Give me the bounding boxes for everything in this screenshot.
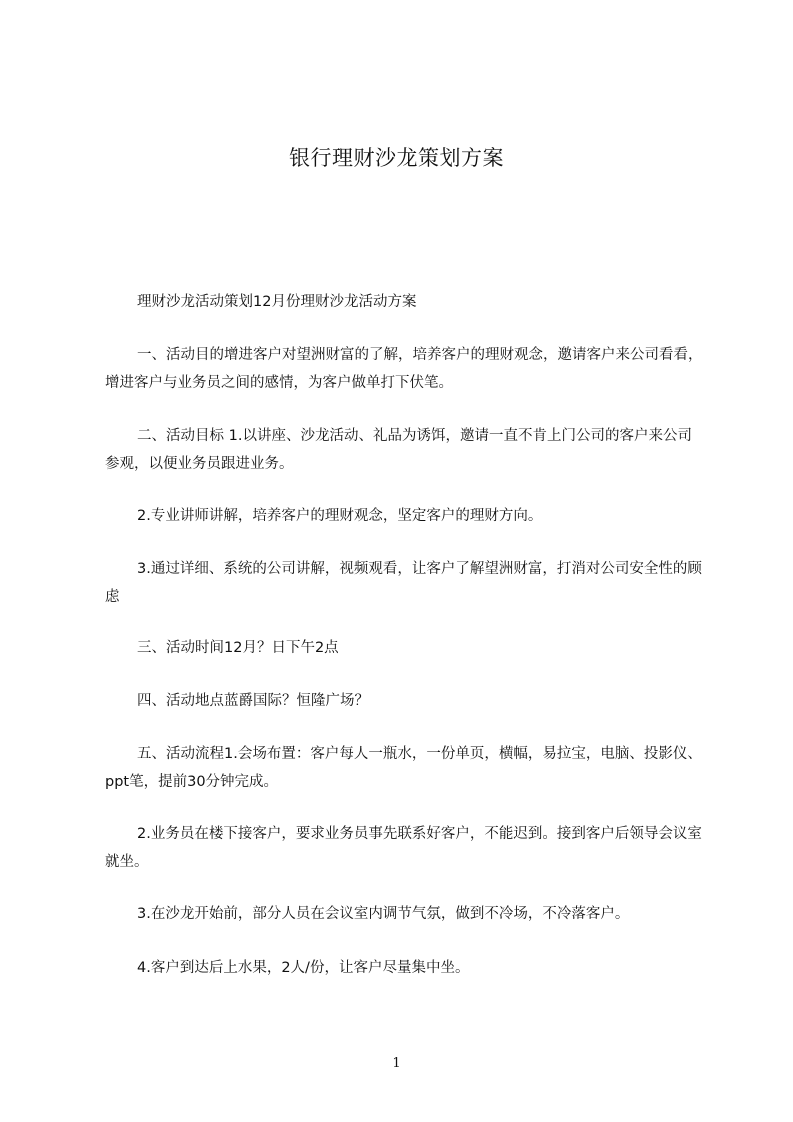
paragraph-subtitle: 理财沙龙活动策划12月份理财沙龙活动方案 [137, 294, 417, 310]
paragraph-process-4: 4.客户到达后上水果，2人/份，让客户尽量集中坐。 [137, 960, 470, 976]
paragraph-time: 三、活动时间12月？日下午2点 [137, 640, 339, 656]
paragraph-process-3: 3.在沙龙开始前，部分人员在会议室内调节气氛，做到不冷场，不冷落客户。 [137, 906, 630, 922]
paragraph-goal-2: 2.专业讲师讲解，培养客户的理财观念，坚定客户的理财方向。 [137, 508, 543, 524]
document-title: 银行理财沙龙策划方案 [289, 146, 504, 170]
paragraph-location: 四、活动地点蓝爵国际？恒隆广场？ [137, 693, 369, 709]
paragraph-process-2: 2.业务员在楼下接客户，要求业务员事先联系好客户，不能迟到。接到客户后领导会议室就坐。 [105, 826, 702, 870]
paragraph-process: 五、活动流程1.会场布置：客户每人一瓶水，一份单页，横幅，易拉宝，电脑、投影仪、ppt笔，提前30分钟完成。 [105, 746, 702, 790]
page-number: 1 [392, 1056, 401, 1071]
paragraph-goal-3: 3.通过详细、系统的公司讲解，视频观看，让客户了解望洲财富，打消对公司安全性的顾虑 [105, 561, 702, 605]
paragraph-goal: 二、活动目标 1.以讲座、沙龙活动、礼品为诱饵，邀请一直不肯上门公司的客户来公司参观，以便业务员跟进业务。 [105, 428, 692, 472]
paragraph-purpose: 一、活动目的增进客户对望洲财富的了解，培养客户的理财观念，邀请客户来公司看看，增进客户与业务员之间的感情，为客户做单打下伏笔。 [105, 347, 703, 391]
